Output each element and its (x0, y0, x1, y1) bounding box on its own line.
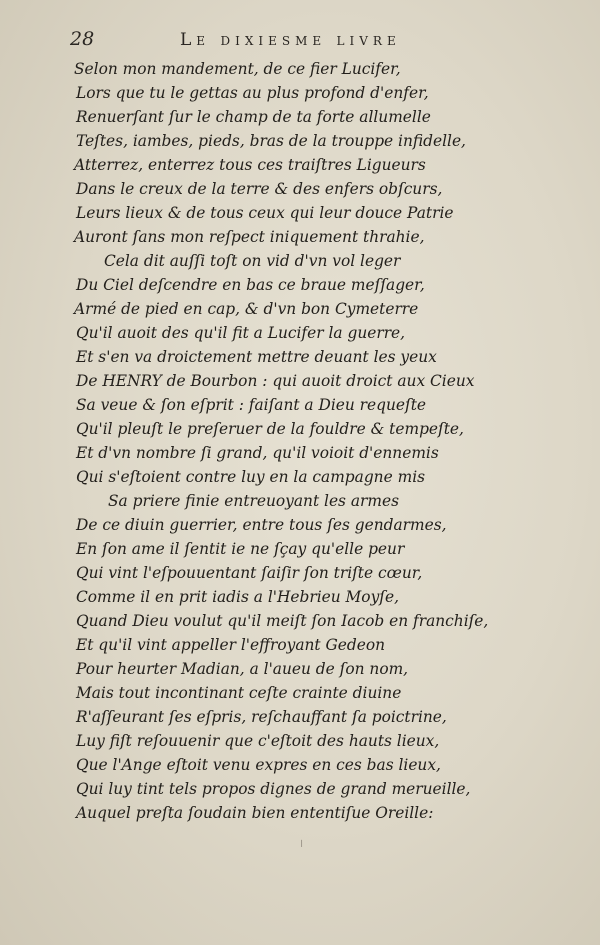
running-title: Le dixiesme livre (180, 30, 401, 50)
verse-line: Et s'en va droictement mettre deuant les yeux (76, 348, 437, 366)
verse-line: Sa priere finie entreuoyant les armes (108, 492, 399, 510)
verse-line: Qui s'eſtoient contre luy en la campagne mis (76, 468, 426, 486)
verse-line: Qui luy tint tels propos dignes de grand merueille, (76, 780, 471, 798)
verse-line: Teſtes, iambes, pieds, bras de la trouppe infidelle, (76, 132, 466, 150)
verse-line: Et d'vn nombre ſi grand, qu'il voioit d'ennemis (76, 444, 439, 462)
verse-line: Qui vint l'eſpouuentant ſaiſir ſon triſte cœur, (76, 564, 423, 582)
verse-line: Quand Dieu voulut qu'il meiſt ſon Iacob en franchiſe, (76, 612, 489, 630)
verse-line: Armé de pied en cap, & d'vn bon Cymeterre (74, 300, 419, 318)
verse-line: R'aſſeurant ſes eſpris, reſchauffant ſa poictrine, (76, 708, 447, 726)
page-header (70, 26, 490, 54)
verse-line: De ce diuin guerrier, entre tous ſes gendarmes, (76, 516, 447, 534)
verse-line: Sa veue & ſon eſprit : faiſant a Dieu requeſte (76, 396, 427, 414)
verse-line: Dans le creux de la terre & des enfers obſcurs, (76, 180, 443, 198)
verse-line: Luy fiſt reſouuenir que c'eſtoit des hauts lieux, (76, 732, 440, 750)
verse-line: Atterrez, enterrez tous ces traiſtres Ligueurs (74, 156, 426, 174)
verse-line: Qu'il pleuſt le preſeruer de la fouldre & tempeſte, (76, 420, 464, 438)
verse-line: Cela dit auſſi toſt on vid d'vn vol leger (104, 252, 401, 270)
verse-line: Auront ſans mon reſpect iniquement thrahie, (74, 228, 425, 246)
verse-line: Que l'Ange eſtoit venu expres en ces bas lieux, (76, 756, 441, 774)
verse-line: Renuerſant ſur le champ de ta forte allumelle (76, 108, 431, 126)
verse-line: Du Ciel deſcendre en bas ce braue meſſager, (76, 276, 425, 294)
verse-line: Pour heurter Madian, a l'aueu de ſon nom, (76, 660, 409, 678)
verse-line: Lors que tu le gettas au plus profond d'enfer, (76, 84, 429, 102)
verse-line: Comme il en prit iadis a l'Hebrieu Moyſe, (76, 588, 399, 606)
verse-line: En ſon ame il ſentit ie ne ſçay qu'elle peur (76, 540, 405, 558)
tick-mark: ╵ (298, 840, 306, 854)
verse-line: Leurs lieux & de tous ceux qui leur douce Patrie (76, 204, 454, 222)
verse-line: Et qu'il vint appeller l'effroyant Gedeon (76, 636, 386, 654)
verse-line: Mais tout incontinant ceſte crainte diuine (76, 684, 402, 702)
page-number: 28 (70, 28, 95, 50)
verse-line: Qu'il auoit des qu'il fit a Lucifer la guerre, (76, 324, 406, 342)
verse-line: Auquel preſta ſoudain bien ententiſue Oreille: (76, 804, 434, 822)
verse-line: Selon mon mandement, de ce fier Lucifer, (74, 60, 401, 78)
verse-line: De HENRY de Bourbon : qui auoit droict aux Cieux (76, 372, 475, 390)
